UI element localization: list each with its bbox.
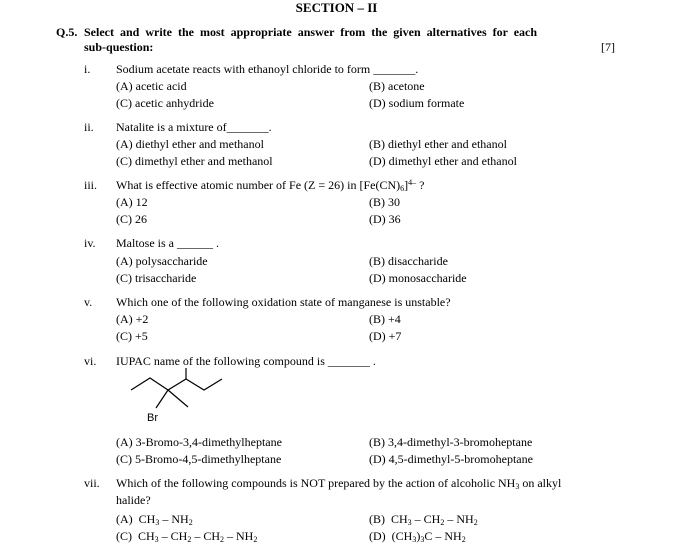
subq-5-option-d: (D) +7 [369,329,402,343]
question-marks: [7] [601,40,615,54]
subq-6-option-c: (C) 5-Bromo-4,5-dimethylheptane [116,452,282,466]
subq-1-option-d: (D) sodium formate [369,96,465,110]
subq-2-text: Natalite is a mixture of_______. [116,120,272,134]
subq-3-option-c: (C) 26 [116,212,147,226]
subq-3-option-a: (A) 12 [116,195,148,209]
subq-4-text: Maltose is a ______ . [116,236,219,250]
subq-7-option-b: (B) $CH_3 - CH_2 - NH_2$ [369,512,478,527]
subq-4-option-d: (D) monosaccharide [369,271,467,285]
subq-7-text-line2: halide? [116,493,151,507]
section-title: SECTION – II [295,0,378,15]
subq-4-option-b: (B) disaccharide [369,254,448,268]
subq-1-option-a: (A) acetic acid [116,79,187,93]
bromine-bond [156,390,168,408]
question-instruction-line2: sub-question: [84,40,154,54]
subq-2-option-c: (C) dimethyl ether and methanol [116,154,273,168]
subq-4-option-a: (A) polysaccharide [116,254,208,268]
subq-5-option-b: (B) +4 [369,312,401,326]
subq-7-option-a: (A) $CH_3 - NH_2$ [116,512,193,527]
subq-3-option-b: (B) 30 [369,195,400,209]
subq-2-option-a: (A) diethyl ether and methanol [116,137,264,151]
subq-3-number: iii. [84,178,98,192]
main-chain-bonds [131,378,222,390]
subq-6-option-a: (A) 3-Bromo-3,4-dimethylheptane [116,435,282,449]
subq-5-number: v. [84,295,93,309]
subq-7-number: vii. [84,476,100,490]
subq-2-number: ii. [84,120,94,134]
question-instruction-line1: Select and write the most appropriate answer from the given alternatives for each [84,25,538,39]
subq-3-option-d: (D) 36 [369,212,401,226]
subq-7-text: Which of the following compounds is NOT prepared by the action of alcoholic $NH_3$ on alkyl [116,476,562,491]
subq-5-option-c: (C) +5 [116,329,148,343]
subq-3-text: What is effective atomic number of Fe (Z = 26) in $[Fe(CN)_6]^{4-}$ ? [116,178,425,193]
subq-6-text: IUPAC name of the following compound is _______ . [116,354,376,368]
subq-7-option-d: (D) $(CH_3)_3C - NH_2$ [369,529,466,544]
subq-1-option-b: (B) acetone [369,79,425,93]
subq-6-number: vi. [84,354,97,368]
subq-6-option-d: (D) 4,5-dimethyl-5-bromoheptane [369,452,533,466]
skeletal-structure-diagram [125,366,235,428]
question-number: Q.5. [56,25,78,39]
subq-4-number: iv. [84,236,96,250]
subq-5-text: Which one of the following oxidation state of manganese is unstable? [116,295,451,309]
bromine-label: Br [147,412,158,424]
subq-4-option-c: (C) trisaccharide [116,271,197,285]
subq-1-option-c: (C) acetic anhydride [116,96,214,110]
subq-1-text: Sodium acetate reacts with ethanoyl chloride to form _______. [116,62,419,76]
subq-5-option-a: (A) +2 [116,312,149,326]
subq-7-option-c: (C) $CH_3 - CH_2 - CH_2 - NH_2$ [116,529,258,544]
subq-6-option-b: (B) 3,4-dimethyl-3-bromoheptane [369,435,533,449]
subq-2-option-b: (B) diethyl ether and ethanol [369,137,507,151]
subq-1-number: i. [84,62,91,76]
subq-2-option-d: (D) dimethyl ether and ethanol [369,154,517,168]
methyl-branch-c3 [168,390,188,407]
